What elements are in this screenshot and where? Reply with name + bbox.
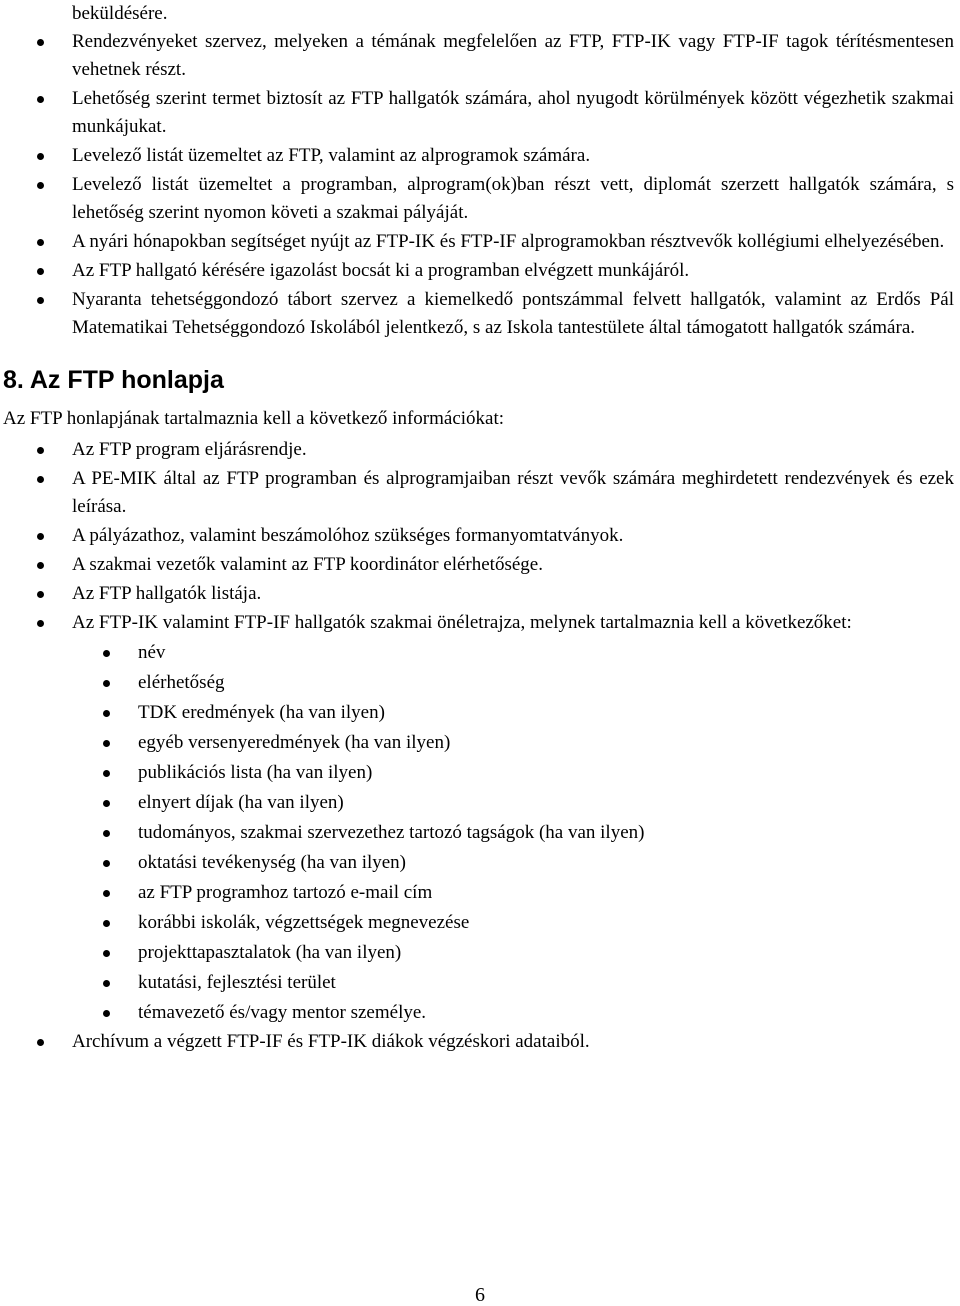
archive-list (0, 1028, 960, 1056)
services-list (0, 28, 960, 342)
website-content-list (0, 436, 960, 637)
list-item: A szakmai vezetők valamint az FTP koordinátor elérhetősége. (0, 551, 960, 579)
list-item: A nyári hónapokban segítséget nyújt az FTP-IK és FTP-IF alprogramokban résztvevők kollégiumi elhelyezésében. (0, 228, 960, 256)
list-item: Archívum a végzett FTP-IF és FTP-IK diákok végzéskori adataiból. (0, 1028, 960, 1056)
section-heading: 8. Az FTP honlapja (3, 366, 224, 394)
list-item: Levelező listát üzemeltet az FTP, valamint az alprogramok számára. (0, 142, 960, 170)
sublist-item: publikációs lista (ha van ilyen) (0, 758, 960, 788)
sublist-item: kutatási, fejlesztési terület (0, 968, 960, 998)
list-item: Nyaranta tehetséggondozó tábort szervez a kiemelkedő pontszámmal felvett hallgatók, valamint az Erdős Pál Matematikai Tehetséggondozó Iskolából jelentkező, s az Iskola tantestülete által támogatott hallgatók számára. (0, 286, 960, 342)
sublist-item: oktatási tevékenység (ha van ilyen) (0, 848, 960, 878)
sublist-item: az FTP programhoz tartozó e-mail cím (0, 878, 960, 908)
sublist-item: TDK eredmények (ha van ilyen) (0, 698, 960, 728)
list-item: Az FTP hallgatók listája. (0, 580, 960, 608)
list-item: Lehetőség szerint termet biztosít az FTP hallgatók számára, ahol nyugodt körülmények között végezhetik szakmai munkájukat. (0, 85, 960, 141)
list-item: Rendezvényeket szervez, melyeken a témának megfelelően az FTP, FTP-IK vagy FTP-IF tagok térítésmentesen vehetnek részt. (0, 28, 960, 84)
sublist-item: tudományos, szakmai szervezethez tartozó tagságok (ha van ilyen) (0, 818, 960, 848)
section-intro: Az FTP honlapjának tartalmaznia kell a következő információkat: (3, 408, 505, 429)
sublist-item: elérhetőség (0, 668, 960, 698)
continued-text: beküldésére. (72, 3, 168, 24)
list-item: A PE-MIK által az FTP programban és alprogramjaiban részt vevők számára meghirdetett rendezvények és ezek leírása. (0, 465, 960, 521)
list-item: Az FTP program eljárásrendje. (0, 436, 960, 464)
sublist-item: elnyert díjak (ha van ilyen) (0, 788, 960, 818)
sublist-item: projekttapasztalatok (ha van ilyen) (0, 938, 960, 968)
list-item: Az FTP hallgató kérésére igazolást bocsát ki a programban elvégzett munkájáról. (0, 257, 960, 285)
sublist-item: korábbi iskolák, végzettségek megnevezése (0, 908, 960, 938)
sublist-item: egyéb versenyeredmények (ha van ilyen) (0, 728, 960, 758)
page-number: 6 (475, 1284, 485, 1306)
sublist-item: név (0, 638, 960, 668)
list-item: Az FTP-IK valamint FTP-IF hallgatók szakmai önéletrajza, melynek tartalmaznia kell a következőket: (0, 609, 960, 637)
list-item: A pályázathoz, valamint beszámolóhoz szükséges formanyomtatványok. (0, 522, 960, 550)
cv-contents-sublist (0, 638, 960, 1028)
list-item: Levelező listát üzemeltet a programban, alprogram(ok)ban részt vett, diplomát szerzett hallgatók számára, s lehetőség szerint nyomon követi a szakmai pályáját. (0, 171, 960, 227)
sublist-item: témavezető és/vagy mentor személye. (0, 998, 960, 1028)
